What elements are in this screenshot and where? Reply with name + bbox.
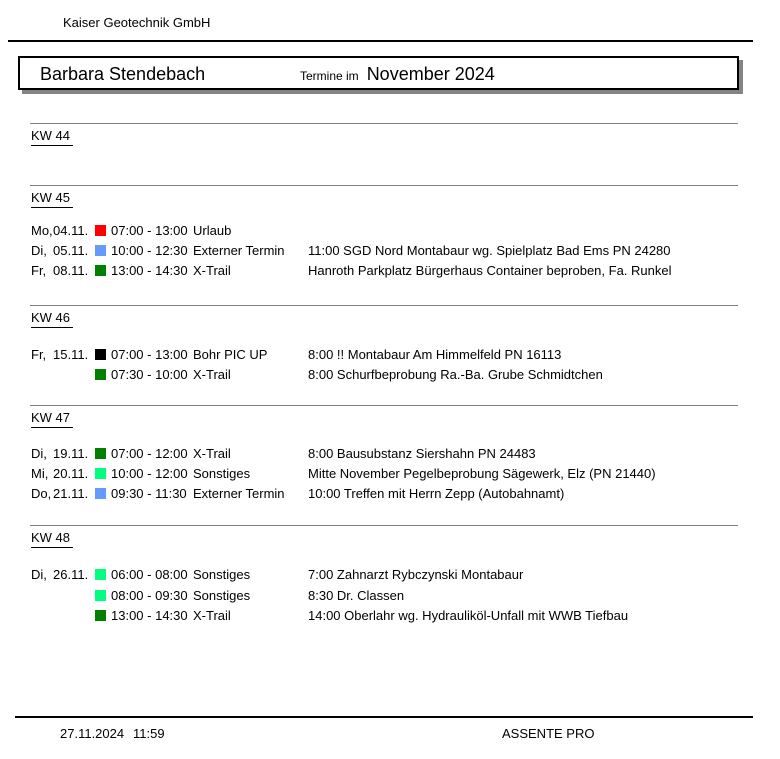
week-section-kw45 [0,185,780,303]
category-label: X-Trail [193,446,231,461]
appointment-row [31,263,773,279]
category-color-swatch [95,369,106,380]
category-color-swatch [95,448,106,459]
week-section-kw44 [0,123,780,183]
category-color-swatch [95,590,106,601]
date-label: 19.11. [53,446,89,461]
category-label: Sonstiges [193,466,251,481]
category-color-swatch [95,569,106,580]
header-divider [8,40,753,42]
time-range: 06:00 - 08:00 [111,567,188,582]
time-range: 09:30 - 11:30 [111,486,187,501]
owner-name: Barbara Stendebach [40,64,206,84]
date-label: 04.11. [53,223,89,238]
category-color-swatch [95,610,106,621]
description-label: 7:00 Zahnarzt Rybczynski Montabaur [308,567,524,582]
category-color-swatch [95,265,106,276]
week-label: KW 45 [31,190,73,208]
appointment-row [31,243,773,259]
week-label: KW 47 [31,410,73,428]
appointment-row [31,223,773,239]
date-label: 20.11. [53,466,89,481]
category-label: Externer Termin [193,243,285,258]
description-label: Hanroth Parkplatz Bürgerhaus Container beproben, Fa. Runkel [308,263,672,278]
time-range: 13:00 - 14:30 [111,608,188,623]
category-label: Externer Termin [193,486,285,501]
date-label: 26.11. [53,567,89,582]
appointment-row [31,446,773,462]
day-label: Di, [31,243,47,258]
description-label: 14:00 Oberlahr wg. Hydrauliköl-Unfall mit WWB Tiefbau [308,608,629,623]
time-range: 08:00 - 09:30 [111,588,188,603]
time-range: 13:00 - 14:30 [111,263,188,278]
date-label: 21.11. [53,486,89,501]
day-label: Do, [31,486,52,501]
week-section-kw46 [0,305,780,403]
category-label: Urlaub [193,223,232,238]
section-divider [30,185,738,186]
category-color-swatch [95,225,106,236]
date-label: 08.11. [53,263,89,278]
category-label: X-Trail [193,367,231,382]
appointment-row [31,367,773,383]
appointment-row [31,466,773,482]
app-name: ASSENTE PRO [502,726,595,741]
description-label: 10:00 Treffen mit Herrn Zepp (Autobahnamt) [308,486,565,501]
category-color-swatch [95,468,106,479]
time-range: 10:00 - 12:00 [111,466,188,481]
report-title-box [18,56,739,90]
day-label: Di, [31,567,47,582]
appointment-row [31,567,773,583]
appointment-row [31,588,773,604]
section-divider [30,525,738,526]
day-label: Mo, [31,223,53,238]
category-label: X-Trail [193,608,231,623]
week-label: KW 44 [31,128,73,146]
description-label: 8:00 Schurfbeprobung Ra.-Ba. Grube Schmidtchen [308,367,603,382]
time-range: 10:00 - 12:30 [111,243,188,258]
week-label: KW 46 [31,310,73,328]
description-label: Mitte November Pegelbeprobung Sägewerk, Elz (PN 21440) [308,466,656,481]
footer-divider [15,716,753,718]
report-title-month: November 2024 [366,64,495,84]
time-range: 07:30 - 10:00 [111,367,188,382]
category-color-swatch [95,349,106,360]
print-time: 11:59 [133,726,165,741]
date-label: 15.11. [53,347,89,362]
day-label: Di, [31,446,47,461]
week-label: KW 48 [31,530,73,548]
week-section-kw48 [0,525,780,655]
company-name: Kaiser Geotechnik GmbH [63,15,211,30]
day-label: Mi, [31,466,49,481]
category-label: Bohr PIC UP [193,347,268,362]
category-color-swatch [95,245,106,256]
day-label: Fr, [31,347,47,362]
time-range: 07:00 - 12:00 [111,446,188,461]
print-date: 27.11.2024 [60,726,125,741]
date-label: 05.11. [53,243,89,258]
week-section-kw47 [0,405,780,523]
description-label: 8:00 Bausubstanz Siershahn PN 24483 [308,446,536,461]
category-label: X-Trail [193,263,231,278]
section-divider [30,405,738,406]
category-color-swatch [95,488,106,499]
description-label: 8:30 Dr. Classen [308,588,405,603]
section-divider [30,305,738,306]
appointment-row [31,608,773,624]
category-label: Sonstiges [193,567,251,582]
description-label: 8:00 !! Montabaur Am Himmelfeld PN 16113 [308,347,562,362]
day-label: Fr, [31,263,47,278]
report-title-prefix: Termine im [300,69,359,83]
time-range: 07:00 - 13:00 [111,223,188,238]
appointment-row [31,347,773,363]
appointment-row [31,486,773,502]
section-divider [30,123,738,124]
category-label: Sonstiges [193,588,251,603]
description-label: 11:00 SGD Nord Montabaur wg. Spielplatz Bad Ems PN 24280 [308,243,671,258]
time-range: 07:00 - 13:00 [111,347,188,362]
